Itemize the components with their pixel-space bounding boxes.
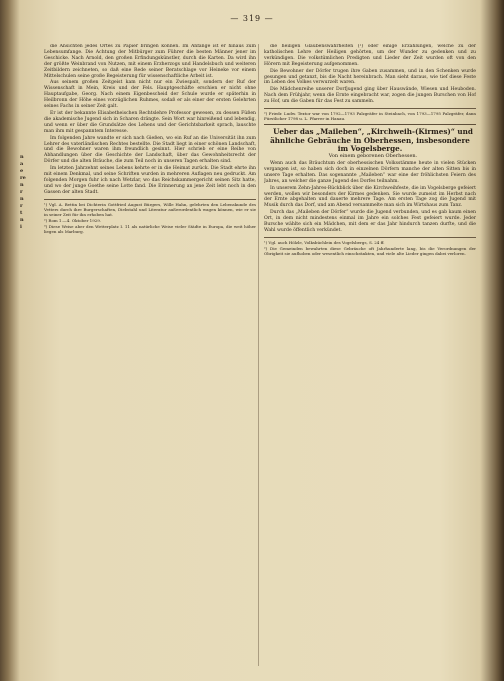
page-number: — 319 — bbox=[230, 14, 274, 23]
footnote: ²) Friedr. Ludw. Textor war von 1792—1793 Palzgräfer in Steinbach, von 1793—1795 Palzgräfer, dann Fürstlicher 1798 u. L. Pfarrer in Hanau. bbox=[264, 111, 476, 122]
footnote: ²) Die Gemeinden bewahrten diese Gebräuche oft Jahrhunderte lang, bis die Verordnungen der Obrigkeit sie aufhoben oder wesentlich einschränkten, und viele alte Lieder gingen dabei verloren. bbox=[264, 246, 476, 257]
column-divider bbox=[258, 44, 259, 666]
margin-note: t bbox=[20, 210, 23, 216]
footnote: ²) Rom 1.—4. Oktober 1929. bbox=[44, 217, 102, 223]
footnote-block bbox=[264, 108, 476, 121]
document-page bbox=[18, 4, 486, 676]
body-paragraph: Wenn auch das Bräuchtum der oberhessischen Volksstämme heute in vielen Stücken vergangen ist, so haben sich doch in einzelnen Dörfern manche der alten Sitten bis in unsere Tage erhalten. Das sogenannte „Maileben“ war eine der fröhlichsten Feiern des Jahres, an welcher die ganze Jugend des Dorfes teilnahm. bbox=[264, 161, 476, 184]
footnotes bbox=[44, 199, 256, 235]
body-paragraph: Aus seinem großen Zeitgeist kam nicht nur ein Zwiespalt, sondern der Ruf der Wissenschaft in Mein, Kreis und der Fels. Hauptgeschäfte erschien er nicht ohne Hauptaufgabe, Georg. Nach einem Eigenbescheid der Schule wurde er späterhin in Heilbronn der Höhe eines vorzüglichen Ruhmes, sodaß er als einer der ersten Gelehrten seines Fachs in seiner Zeit galt. bbox=[44, 80, 256, 110]
left-column bbox=[44, 44, 256, 668]
margin-note: n bbox=[20, 196, 24, 202]
margin-note: e bbox=[20, 168, 24, 174]
margin-note: i bbox=[20, 224, 22, 230]
body-paragraph: die Ansichten jedes Ortes zu Papier bringen können. Im Anfange ist er hinaus zum Lebensumfange. Die Achtung der Mitbürger zum Führer die besten Männer jener im Geschicke. Nach Arnold, den großen Erfindungskünstler, durch die Karten. Da wird ihn der größte Weinbrand von Nutzen, mit einem Erzherzogs und Handelsbuch und weiteren Zeitbildern zeichneten, so daß eine Rede seiner Beratschlage vor Heineke vor einem Mittelschulen seine große Begeisterung für wissenschaftliche Arbeit ist. bbox=[44, 44, 256, 79]
body-paragraph: Die Bewohner der Dörfer trugen ihre Gaben zusammen, und in den Schenken wurde gesungen und getanzt, bis die Nacht hereinbrach. Man sieht daraus, wie tief diese Feste im Leben des Volkes verwurzelt waren. bbox=[264, 68, 476, 86]
margin-note: n bbox=[20, 182, 24, 188]
article-heading: Ueber das „Maileben“, „Kirchweih-(Kirmes)“ und ähnliche Gebräuche in Oberhessen, insbesondere im Vogelsberge. bbox=[270, 127, 473, 153]
footnote: ³) Diese Weise aber den Wetterplatz I. 11 als natürliche Weise vieler Städte in Europa, die weit höher liegen als Marburg. bbox=[44, 224, 256, 235]
margin-note: r bbox=[20, 189, 23, 195]
footnotes bbox=[264, 237, 476, 256]
margin-note: n bbox=[20, 217, 24, 223]
body-paragraph: Im letzten Jahrzehnt seines Lebens kehrte er in die Heimat zurück. Die Stadt ehrte ihn mit einem Denkmal, und seine Schriften wurden in mehreren Auflagen neu gedruckt. Am folgenden Morgen fuhr ich nach Wetzlar, wo das Reichskammergericht seinen Sitz hatte, und wo der junge Goethe seine Lotte fand. Die Erinnerung an jene Zeit lebt noch in den Gassen der alten Stadt. bbox=[44, 166, 256, 195]
body-paragraph: Er ist der bekannte Elisabetheischen Rechtslehre Professor gewesen, zu dessen Füßen die akademische Jugend sich in Scharen drängte. Sein Wort war hinreißend und lebendig, und wenn er über die Grundsätze des Lehens und der Gerichtsbarkeit sprach, lauschte man ihm mit gespanntem Interesse. bbox=[44, 110, 256, 134]
margin-note: r bbox=[20, 203, 23, 209]
margin-note: re bbox=[20, 175, 26, 181]
section-divider bbox=[264, 124, 476, 125]
body-paragraph: Im folgenden Jahre wandte er sich nach Gießen, wo ein Ruf an die Universität ihn zum Lehrer des vaterländischen Rechtes bestellte. Die Stadt liegt in einer schönen Landschaft, und die Bewohner waren ihm freundlich gesinnt. Hier schrieb er eine Reihe von Abhandlungen über die Geschichte der Landschaft, über das Gewohnheitsrecht der Dörfer und die alten Bräuche, die zum Teil noch in unseren Tagen erhalten sind. bbox=[44, 135, 256, 165]
footnote: ¹) Vgl. A. Bettin bei Dichterin Gottfried August Bürgers, Wille Hahn, gelehrten den Lebenskunde des Vetters durch ihre Burgerschaften, Diebstahl und Literatur außerordentlich wagen können, wie er sie in seiner Zeit für ihn erhoben hat. bbox=[44, 201, 256, 217]
margin-note: n bbox=[20, 154, 24, 160]
body-paragraph: die heiligen Glaubenswahrheiten (¹) oder einige Erzählungen, welche zu der katholischen Lehre der Heiligen gehörten, um der Wunder zu gedenken und zu verkündigen. Die volkstümlichen Predigten und Lieder der Zeit wurden oft von den Hörern mit Begeisterung aufgenommen. bbox=[264, 44, 476, 67]
article-byline: Von einem geborenen Oberhessen. bbox=[328, 153, 418, 160]
footnote: ¹) Vgl. auch Hölzle, Volksbüchlein des Vogelsbergs, S. 24 ff. bbox=[264, 239, 385, 245]
body-paragraph: Die Mädchenreihe unserer Dorfjugend ging über Hauswände, Wiesen und Heuboden. Nach dem Frühjahr, wenn die Ernte eingebracht war, zogen die jungen Burschen von Hof zu Hof, um die Gaben für das Fest zu sammeln. bbox=[264, 87, 476, 105]
margin-note: a bbox=[20, 161, 24, 167]
body-paragraph: Durch das „Maileben der Dörfer“ wurde die Jugend verbunden, und es gab kaum einen Ort, in dem nicht mindestens einmal im Jahre ein solches Fest gefeiert wurde. Jeder Bursche wählte sich ein Mädchen, mit dem er das Jahr hindurch tanzen durfte, und die Wahl wurde öffentlich verkündet. bbox=[264, 210, 476, 234]
margin-notes bbox=[20, 154, 34, 231]
right-column bbox=[264, 44, 476, 668]
body-paragraph: In unserem Zehn-Jahres-Rückblick über die Kirchweihfeste, die im Vogelsberge gefeiert werden, wollen wir besonders der Kirmes gedenken. Sie wurde zumeist im Herbst nach der Ernte abgehalten und dauerte mehrere Tage. Am ersten Tage zog die Jugend mit Musik durch das Dorf, und am Abend versammelte man sich im Wirtshaus zum Tanz. bbox=[264, 185, 476, 209]
